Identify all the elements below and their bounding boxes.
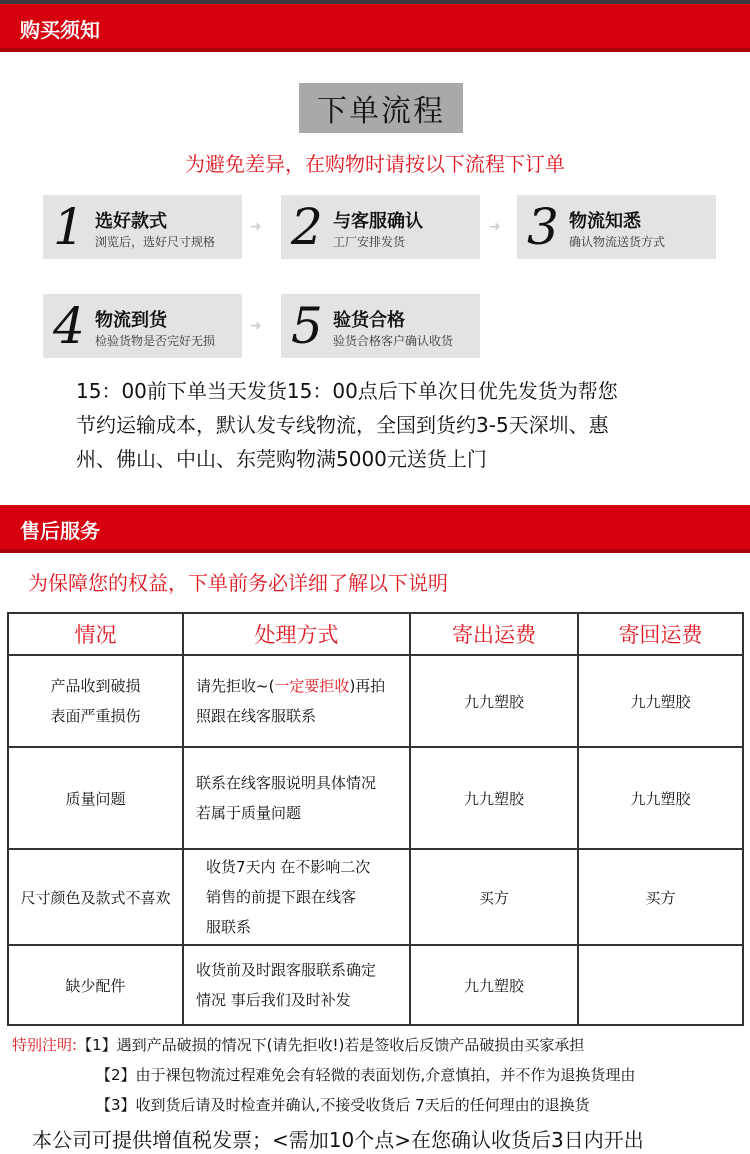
flow-step-3	[517, 195, 716, 259]
case-cell: 尺寸颜色及款式不喜欢	[8, 849, 183, 945]
handling-line: 服联系	[206, 918, 252, 936]
return-fee-cell: 买方	[578, 849, 743, 945]
special-note-2: 【2】由于裸包物流过程难免会有轻微的表面划伤,介意慎拍，并不作为退换货理由	[96, 1066, 636, 1084]
send-fee-cell: 九九塑胶	[410, 945, 578, 1025]
handling-cell	[183, 849, 410, 945]
send-fee-cell: 九九塑胶	[410, 747, 578, 849]
step-title: 物流知悉	[569, 211, 641, 232]
arrow-right-icon: ➜	[250, 318, 262, 334]
handling-line: 销售的前提下跟在线客	[206, 888, 357, 906]
step-number: 5	[291, 297, 323, 355]
after-sales-title: 售后服务	[20, 518, 100, 543]
banner-shade	[0, 549, 750, 553]
return-fee-cell: 九九塑胶	[578, 747, 743, 849]
table-row	[8, 849, 743, 945]
send-fee-cell: 买方	[410, 849, 578, 945]
case-cell: 缺少配件	[8, 945, 183, 1025]
step-desc: 检验货物是否完好无损	[95, 334, 216, 348]
arrow-right-icon: ➜	[489, 219, 501, 235]
order-flow-subtitle: 为避免差异，在购物时请按以下流程下订单	[185, 152, 565, 176]
purchase-notice-title: 购买须知	[20, 17, 100, 42]
step-number: 4	[53, 297, 85, 355]
step-title: 验货合格	[333, 310, 405, 331]
handling-line: 联系在线客服说明具体情况	[196, 774, 377, 792]
handling-line: 若属于质量问题	[196, 804, 302, 822]
handling-cell	[183, 747, 410, 849]
shipping-note-line: 州、佛山、中山、东莞购物满5000元送货上门	[76, 447, 487, 471]
arrow-right-icon: ➜	[250, 219, 262, 235]
special-note-label: 特别注明:	[12, 1036, 78, 1054]
case-cell: 质量问题	[8, 747, 183, 849]
flow-step-4	[43, 294, 242, 358]
after-sales-banner	[0, 505, 750, 553]
header-handling: 处理方式	[183, 613, 410, 655]
handling-text: )再拍	[349, 677, 386, 695]
banner-shade	[0, 48, 750, 52]
step-number: 1	[53, 198, 85, 256]
shipping-note-line: 15：00前下单当天发货15：00点后下单次日优先发货为帮您	[76, 379, 618, 403]
flow-step-1	[43, 195, 242, 259]
case-line: 表面严重损伤	[50, 707, 141, 725]
table-header-row	[8, 613, 743, 655]
send-fee-cell: 九九塑胶	[410, 655, 578, 747]
handling-cell	[183, 655, 410, 747]
flow-step-5	[281, 294, 480, 358]
step-title: 选好款式	[95, 211, 167, 232]
header-case: 情况	[8, 613, 183, 655]
handling-line: 情况 事后我们及时补发	[196, 991, 351, 1009]
special-note-text: 【1】遇到产品破损的情况下(请先拒收!)若是签收后反馈产品破损由买家承担	[77, 1036, 585, 1054]
step-number: 3	[527, 198, 559, 256]
special-note-1	[12, 1034, 584, 1055]
step-desc: 工厂安排发货	[333, 235, 406, 249]
step-title: 与客服确认	[333, 211, 423, 232]
invoice-note: 本公司可提供增值税发票；<需加10个点>在您确认收货后3日内开出	[32, 1128, 644, 1152]
return-fee-cell	[578, 945, 743, 1025]
shipping-note	[76, 374, 696, 476]
case-cell	[8, 655, 183, 747]
handling-text: 请先拒收~(	[196, 677, 275, 695]
after-sales-table	[7, 612, 744, 1026]
special-note-3: 【3】收到货后请及时检查并确认,不接受收货后 7天后的任何理由的退换货	[96, 1096, 590, 1114]
step-desc: 确认物流送货方式	[569, 235, 666, 249]
handling-line: 照跟在线客服联系	[196, 707, 317, 725]
header-send-fee: 寄出运费	[410, 613, 578, 655]
handling-line: 收货7天内 在不影响二次	[206, 858, 371, 876]
case-line: 产品收到破损	[50, 677, 141, 695]
return-fee-cell: 九九塑胶	[578, 655, 743, 747]
handling-line	[196, 671, 409, 701]
step-number: 2	[291, 198, 323, 256]
handling-line: 收货前及时跟客服联系确定	[196, 961, 377, 979]
table-row	[8, 747, 743, 849]
order-flow-title: 下单流程	[299, 83, 463, 133]
step-desc: 浏览后，选好尺寸规格	[95, 235, 216, 249]
header-return-fee: 寄回运费	[578, 613, 743, 655]
shipping-note-line: 节约运输成本，默认发专线物流，全国到货约3-5天深圳、惠	[76, 413, 609, 437]
flow-step-2	[281, 195, 480, 259]
handling-highlight: 一定要拒收	[274, 677, 350, 695]
step-title: 物流到货	[95, 310, 167, 331]
step-desc: 验货合格客户确认收货	[333, 334, 454, 348]
purchase-notice-banner	[0, 4, 750, 52]
handling-cell	[183, 945, 410, 1025]
after-sales-subtitle: 为保障您的权益，下单前务必详细了解以下说明	[28, 571, 448, 595]
table-row	[8, 655, 743, 747]
table-row	[8, 945, 743, 1025]
